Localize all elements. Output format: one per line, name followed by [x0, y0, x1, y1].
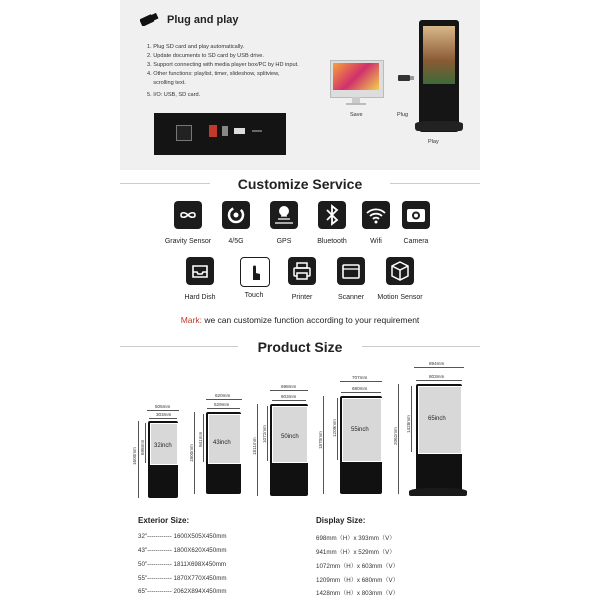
display-row: 941mm（H）x 529mm（V）	[316, 549, 396, 556]
screen-height-label: 1428mm	[406, 415, 411, 433]
motion-sensor-icon	[386, 257, 414, 285]
infinity-icon	[174, 201, 202, 229]
icon-label: Wifi	[370, 238, 382, 245]
kiosk-image	[419, 20, 459, 132]
size-label: 43inch	[213, 440, 231, 446]
usb-drive-icon	[398, 75, 410, 81]
icon-label: Camera	[403, 238, 429, 245]
icon-label: Hard Dish	[184, 294, 216, 301]
hard-disk-icon	[186, 257, 214, 285]
customize-service-title: Customize Service	[237, 176, 363, 192]
signal-4g-icon	[222, 201, 250, 229]
gps-icon	[270, 201, 298, 229]
icon-label: Scanner	[337, 294, 365, 301]
feature-line: 5. I/O: USB, SD card.	[147, 92, 201, 98]
feature-line: 2. Update documents to SD card by USB drive.	[147, 53, 264, 59]
icon-label: Bluetooth	[317, 238, 347, 245]
feature-line: scrolling text.	[147, 80, 186, 86]
outer-width-label: 707mm	[352, 375, 368, 380]
usb-drive-icon	[140, 12, 160, 26]
feature-line: 3. Support connecting with media player box/PC by HD input.	[147, 62, 299, 68]
display-row: 1209mm（H）x 680mm（V）	[316, 577, 399, 584]
icon-label: Touch	[244, 292, 264, 299]
display-row: 1428mm（H）x 803mm（V）	[316, 590, 399, 597]
product-size-title: Product Size	[257, 339, 343, 355]
io-panel-image	[154, 113, 286, 155]
camera-icon	[402, 201, 430, 229]
printer-icon	[288, 257, 316, 285]
inner-width-label: 803mm	[429, 374, 445, 379]
mark-text: we can customize function according to your requirement	[201, 315, 420, 325]
exterior-row: 55"------------ 1870X770X450mm	[138, 575, 227, 582]
play-label: Play	[428, 139, 439, 145]
outer-width-label: 620mm	[215, 393, 231, 398]
size-label: 32inch	[154, 443, 172, 449]
icon-label: Printer	[291, 294, 313, 301]
height-label: 1600mm	[132, 447, 137, 465]
size-label: 55inch	[351, 427, 369, 433]
icon-label: GPS	[276, 238, 292, 245]
customize-note	[0, 315, 600, 325]
mark-label: Mark:	[180, 315, 202, 325]
save-label: Save	[350, 112, 363, 118]
icon-label: 4/5G	[228, 238, 244, 245]
inner-width-label: 603mm	[281, 394, 297, 399]
scanner-icon	[337, 257, 365, 285]
screen-height-label: 1209mm	[332, 419, 337, 437]
plug-and-play-title: Plug and play	[167, 14, 239, 26]
display-row: 698mm（H）x 393mm（V）	[316, 535, 396, 542]
exterior-size-title: Exterior Size:	[138, 516, 190, 525]
height-label: 1800mm	[189, 444, 194, 462]
outer-width-label: 894mm	[429, 361, 445, 366]
size-label: 50inch	[281, 434, 299, 440]
height-label: 1870mm	[318, 431, 323, 449]
exterior-row: 32"------------ 1600X505X450mm	[138, 533, 227, 540]
plug-and-play-section	[120, 0, 480, 170]
height-label: 2062mm	[393, 427, 398, 445]
monitor-image	[330, 60, 382, 106]
screen-height-label: 941mm	[198, 431, 203, 447]
height-label: 1811mm	[252, 437, 257, 455]
outer-width-label: 698mm	[281, 384, 297, 389]
bluetooth-icon	[318, 201, 346, 229]
feature-line: 4. Other functions: playlist, timer, slideshow, splitview,	[147, 71, 280, 77]
screen-height-label: 698mm	[140, 439, 145, 455]
inner-width-label: 680mm	[352, 386, 368, 391]
size-label: 65inch	[428, 416, 446, 422]
display-row: 1072mm（H）x 603mm（V）	[316, 563, 399, 570]
exterior-row: 43"------------ 1800X620X450mm	[138, 547, 227, 554]
inner-width-label: 303mm	[156, 412, 172, 417]
plug-label: Plug	[397, 112, 409, 118]
exterior-row: 65"------------ 2062X894X450mm	[138, 588, 227, 595]
wifi-icon	[362, 201, 390, 229]
inner-width-label: 529mm	[214, 402, 230, 407]
icon-label: Motion Sensor	[377, 294, 423, 301]
display-size-title: Display Size:	[316, 516, 366, 525]
exterior-row: 50"------------ 1811X698X450mm	[138, 561, 227, 568]
screen-height-label: 1072mm	[262, 425, 267, 443]
icon-label: Gravity Sensor	[164, 238, 212, 245]
outer-width-label: 505mm	[155, 404, 171, 409]
touch-icon	[240, 257, 270, 287]
feature-line: 1. Plug SD card and play automatically.	[147, 44, 245, 50]
